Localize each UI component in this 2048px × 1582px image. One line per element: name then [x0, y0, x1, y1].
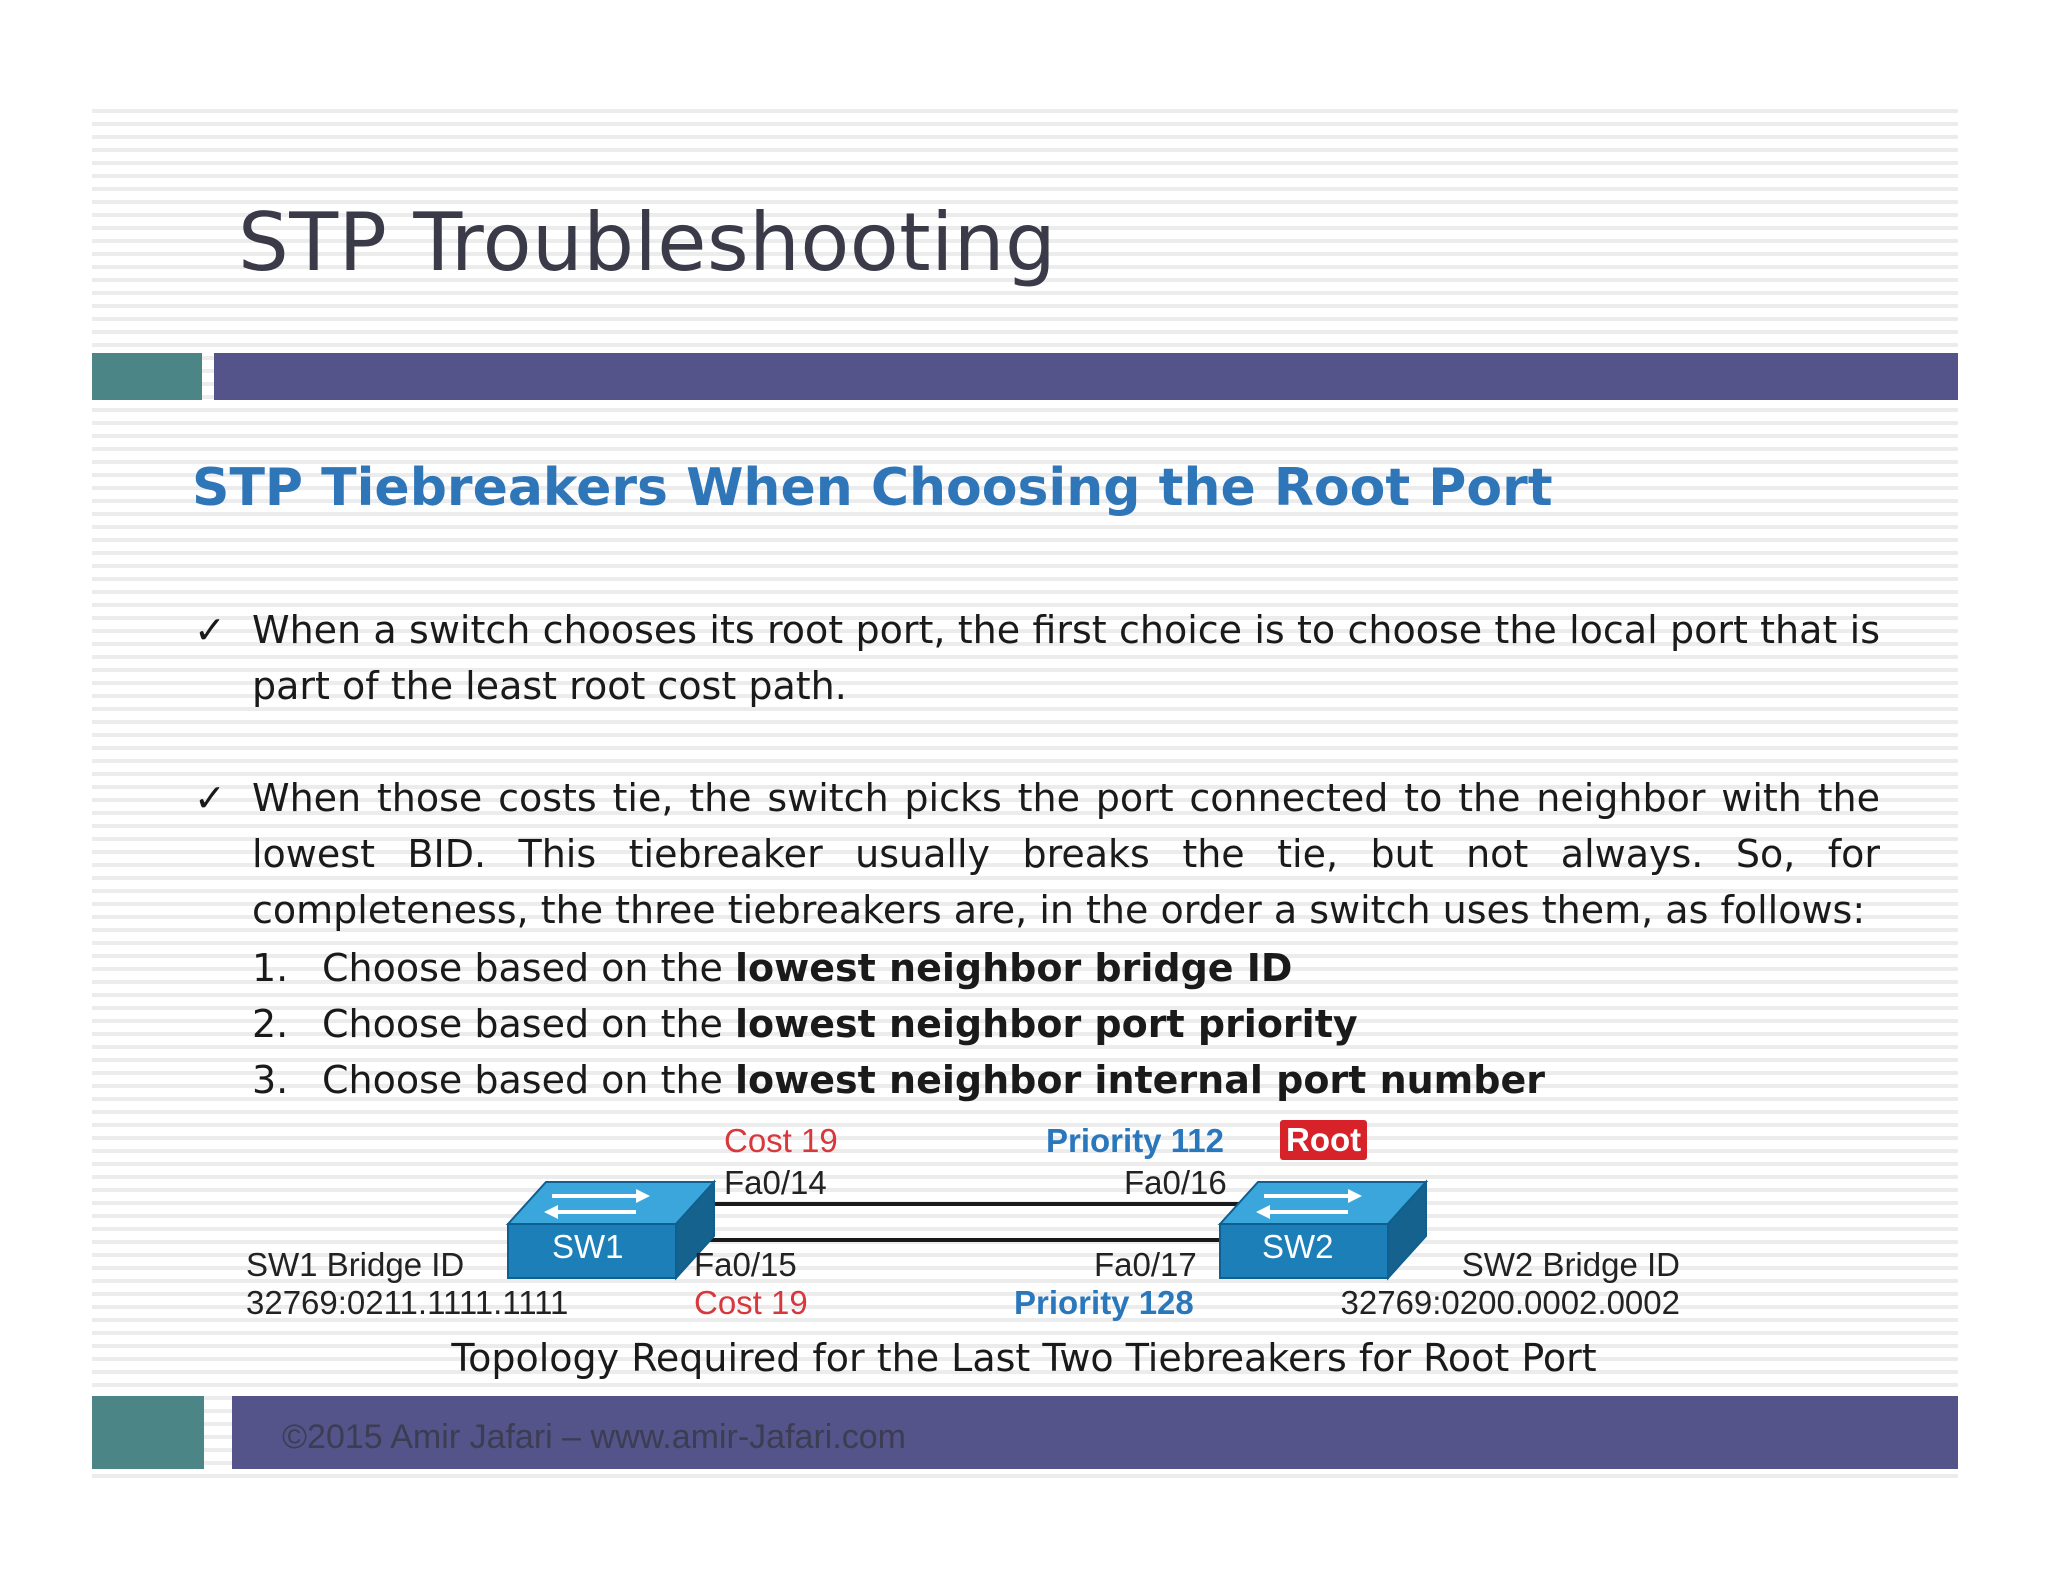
list-number: 1. [252, 946, 289, 990]
port-fa0-14: Fa0/14 [724, 1164, 827, 1201]
list-number: 3. [252, 1058, 289, 1102]
topology-diagram [240, 1112, 1680, 1322]
bullet-item [194, 770, 1880, 938]
diagram-caption: Topology Required for the Last Two Tiebreakers for Root Port [451, 1336, 1597, 1380]
sw2-bridge-label: SW2 Bridge ID [1461, 1246, 1680, 1283]
bullet-text: When a switch chooses its root port, the first choice is to choose the local port that is part of the least root cost path. [252, 608, 1880, 708]
list-text: Choose based on the [322, 946, 736, 990]
list-item [252, 1052, 1545, 1108]
tiebreaker-list [252, 940, 1545, 1108]
list-emphasis: lowest neighbor port priority [735, 1002, 1358, 1046]
list-emphasis: lowest neighbor internal port number [735, 1058, 1545, 1102]
top-priority-label: Priority 112 [1046, 1122, 1224, 1159]
list-text: Choose based on the [322, 1058, 736, 1102]
header-accent-bar [214, 353, 1958, 400]
list-item [252, 996, 1545, 1052]
header-accent-teal [92, 353, 202, 400]
bottom-priority-label: Priority 128 [1014, 1284, 1194, 1321]
port-fa0-15: Fa0/15 [694, 1246, 797, 1283]
footer-accent-teal [92, 1396, 204, 1469]
sw1-bridge-label: SW1 Bridge ID [246, 1246, 465, 1283]
list-emphasis: lowest neighbor bridge ID [735, 946, 1293, 990]
port-fa0-16: Fa0/16 [1124, 1164, 1227, 1201]
footer-copyright: ©2015 Amir Jafari – www.amir-Jafari.com [282, 1418, 907, 1456]
bullet-item [194, 602, 1880, 714]
slide-title: STP Troubleshooting [238, 196, 1057, 289]
list-text: Choose based on the [322, 1002, 736, 1046]
list-number: 2. [252, 1002, 289, 1046]
sw2-label: SW2 [1262, 1228, 1334, 1265]
sw1-bridge-id: 32769:0211.1111.1111 [246, 1284, 569, 1321]
bullet-text: When those costs tie, the switch picks the port connected to the neighbor with the lowest BID. This tiebreaker usually breaks the tie, but not always. So, for completeness, the three tiebreakers are, in the order a switch uses them, as follows: [252, 776, 1880, 932]
checkmark-icon: ✓ [194, 776, 226, 820]
checkmark-icon: ✓ [194, 608, 226, 652]
port-fa0-17: Fa0/17 [1094, 1246, 1197, 1283]
sw1-label: SW1 [552, 1228, 624, 1265]
list-item [252, 940, 1545, 996]
sw2-bridge-id: 32769:0200.0002.0002 [1340, 1284, 1680, 1321]
bottom-cost-label: Cost 19 [694, 1284, 808, 1321]
section-heading: STP Tiebreakers When Choosing the Root Port [192, 458, 1553, 518]
root-badge: Root [1280, 1120, 1367, 1160]
top-cost-label: Cost 19 [724, 1122, 838, 1159]
